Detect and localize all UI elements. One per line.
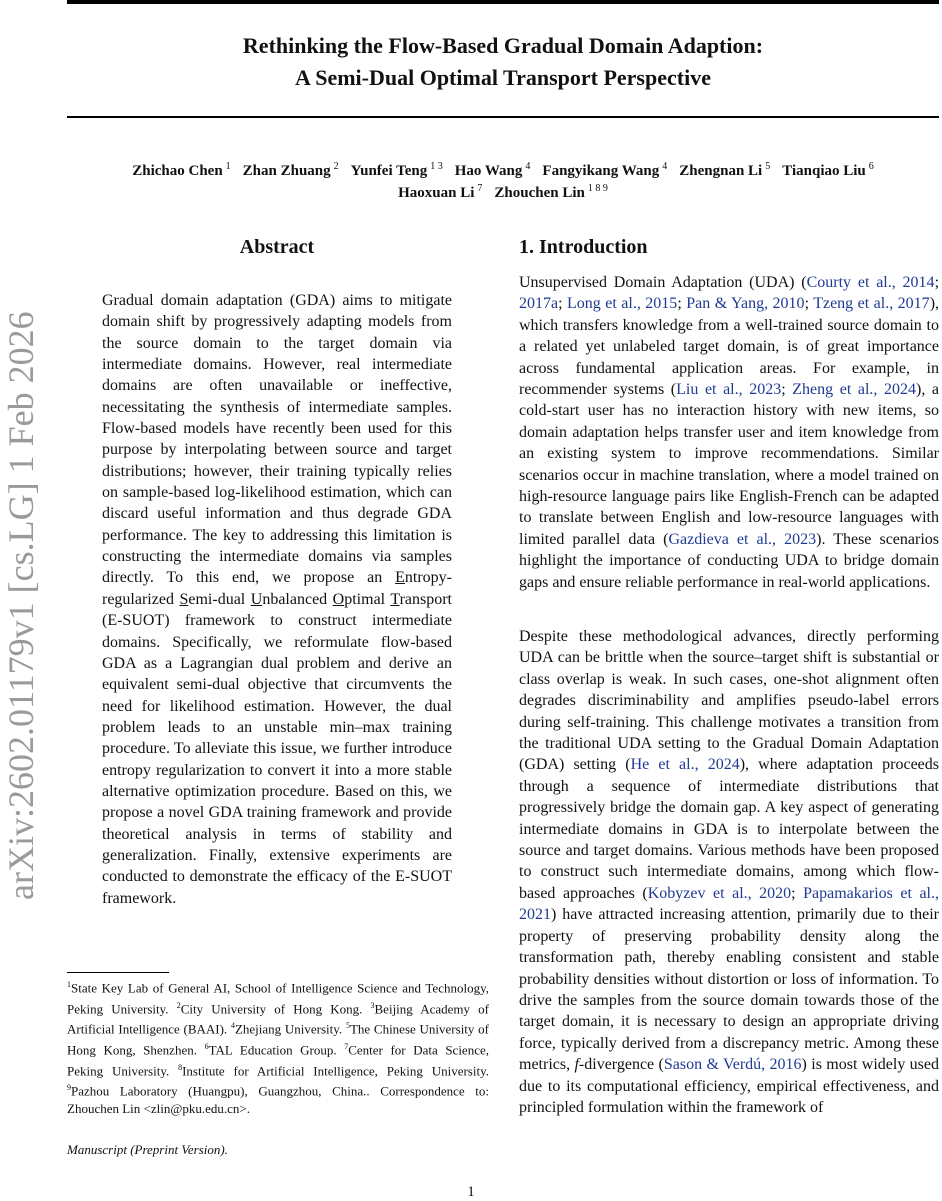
author-name: Zhouchen Lin $^{1 8 9}$ bbox=[494, 183, 608, 201]
paragraph-text: ) is most widely used due to its computational efficiency, empirical effectiveness, and principled formulation within the framework of bbox=[519, 1056, 940, 1116]
paragraph-text: ; bbox=[558, 295, 568, 313]
author-name: Yunfei Teng $^{1 3}$ bbox=[350, 161, 443, 179]
author-affiliation-marker: 1 3 bbox=[430, 161, 443, 172]
author-list-line-2 bbox=[60, 178, 942, 204]
paragraph-text: ; bbox=[781, 381, 793, 399]
citation-link[interactable]: Tzeng et al., 2017 bbox=[813, 295, 930, 313]
paragraph-text: ; bbox=[791, 884, 804, 902]
abstract-heading: Abstract bbox=[239, 236, 315, 258]
author-name: Zhan Zhuang $^2$ bbox=[242, 161, 339, 179]
author-name: Tianqiao Liu $^6$ bbox=[782, 161, 874, 179]
paragraph-text: ; bbox=[804, 295, 814, 313]
arxiv-identifier[interactable]: arXiv:2602.01179v1 [cs.LG] 1 Feb 2026 bbox=[1, 311, 41, 900]
paragraph-text: ), a cold-start user has no interaction history with new items, so domain adaptation helps transfer user and item knowledge from an existing system to improve recommendations. Similar scenarios occur in machine translation, where a model trained on high-resource language pairs like English-French can be adapted to translate between English and low-resource languages with limited parallel data ( bbox=[519, 381, 940, 548]
paragraph-text: Despite these methodological advances, directly performing UDA can be brittle when the source–target shift is substantial or class overlap is weak. In such cases, one-shot alignment often degrades discriminability and amplifies pseudo-label errors during self-training. This challenge motivates a transition from the traditional UDA setting to the Gradual Domain Adaptation (GDA) setting ( bbox=[519, 628, 939, 774]
author-name: Haoxuan Li $^7$ bbox=[398, 183, 483, 201]
intro-paragraph-1 bbox=[519, 272, 939, 593]
citation-link[interactable]: Kobyzev et al., 2020 bbox=[647, 884, 792, 902]
paragraph-text: ). These scenarios highlight the importance of conducting UDA to bridge domain gaps and ensure reliable performance in real-world applications. bbox=[519, 530, 939, 591]
citation-link[interactable]: Papamakarios et al., 2021 bbox=[519, 884, 939, 924]
author-name: Fangyikang Wang $^4$ bbox=[542, 161, 668, 179]
author-affiliation-marker: 4 bbox=[525, 161, 531, 172]
paper-title-line-2: A Semi-Dual Optimal Transport Perspective bbox=[295, 65, 711, 90]
author-affiliation-marker: 2 bbox=[333, 161, 339, 172]
paragraph-text: ), where adaptation proceeds through a sequence of intermediate distributions that progressively bridge the domain gap. A key aspect of generating intermediate domains in GDA is to interpolate between the source and target domains. Various methods have been proposed to construct such intermediate domains, among which flow-based approaches ( bbox=[519, 756, 940, 902]
author-affiliation-marker: 7 bbox=[477, 183, 483, 194]
intro-paragraph-2 bbox=[519, 626, 939, 1118]
page-number: 1 bbox=[467, 1184, 475, 1200]
citation-link[interactable]: Liu et al., 2023 bbox=[676, 381, 782, 399]
author-affiliation-marker: 6 bbox=[868, 161, 874, 172]
paragraph-text: -divergence ( bbox=[578, 1056, 664, 1074]
author-affiliation-marker: 4 bbox=[662, 161, 668, 172]
citation-link[interactable]: He et al., 2024 bbox=[630, 756, 740, 774]
citation-link[interactable]: Courty et al., 2014 bbox=[806, 274, 935, 291]
manuscript-note: Manuscript (Preprint Version). bbox=[67, 1142, 228, 1157]
citation-link[interactable]: Zheng et al., 2024 bbox=[792, 381, 916, 399]
citation-link[interactable]: Pan & Yang, 2010 bbox=[686, 295, 805, 313]
affiliations-footnote: $^1$State Key Lab of General AI, School of Intelligence Science and Technology, Peking University. $^2$City University of Hong Kong. $^3$Beijing Academy of Artificial Intelligence (BAAI). $^4$Zhejiang University. $^5$The Chinese University of Hong Kong, Shenzhen. $^6$TAL Education Group. $^7$Center for Data Science, Peking University. $^8$Institute for Artificial Intelligence, Peking University. $^9$Pazhou Laboratory (Huangpu), Guangzhou, China.. Correspondence to: Zhouchen Lin <zlin@pku.edu.cn>. bbox=[67, 980, 489, 1116]
paragraph-text: ) have attracted increasing attention, primarily due to their property of preserving probability density along the transformation path, thereby enabling consistent and stable probability densities without distortion or loss of information. To drive the samples from the source domain towards those of the target domain, it is necessary to design an appropriate driving force, typically derived from a discrepancy metric. Among these metrics, bbox=[519, 906, 939, 1074]
citation-link[interactable]: Gazdieva et al., 2023 bbox=[668, 530, 817, 548]
paragraph-text: ; bbox=[677, 295, 687, 313]
title-rule-bottom bbox=[67, 116, 939, 118]
paper-title-line-1: Rethinking the Flow-Based Gradual Domain Adaption: bbox=[242, 33, 764, 58]
paragraph-text: ), which transfers knowledge from a well-trained source domain to a related yet unlabeled target domain, is of great importance across fundamental application areas. For example, in recommender systems ( bbox=[519, 295, 940, 399]
paragraph-text: ; bbox=[934, 274, 940, 291]
introduction-heading: 1. Introduction bbox=[519, 236, 648, 258]
abstract-text: Gradual domain adaptation (GDA) aims to mitigate domain shift by progressively adapting models from the source domain to the target domain via intermediate domains. However, real intermediate domains are often unavailable or ineffective, necessitating the synthesis of intermediate samples. Flow-based models have recently been used for this purpose by interpolating between source and target distributions; however, their training typically relies on sample-based log-likelihood estimation, which can discard useful information and thus degrade GDA performance. The key to addressing this limitation is constructing the intermediate domains via samples directly. To this end, we propose an Entropy-regularized Semi-dual Unbalanced Optimal Transport (E-SUOT) framework to construct intermediate domains. Specifically, we reformulate flow-based GDA as a Lagrangian dual problem and derive an equivalent semi-dual objective that circumvents the need for likelihood estimation. However, the dual problem leads to an unstable min–max training procedure. To alleviate this issue, we further introduce entropy regularization to convert it into a more stable alternative optimization procedure. Based on this, we propose a novel GDA training framework and provide theoretical analysis in terms of stability and generalization. Finally, extensive experiments are conducted to demonstrate the efficacy of the E-SUOT framework. bbox=[102, 292, 452, 907]
author-name: Zhengnan Li $^5$ bbox=[679, 161, 771, 179]
title-rule-top bbox=[67, 0, 939, 4]
footnote-divider bbox=[67, 972, 169, 973]
author-affiliation-marker: 5 bbox=[765, 161, 771, 172]
author-name: Hao Wang $^4$ bbox=[454, 161, 531, 179]
author-affiliation-marker: 1 bbox=[225, 161, 231, 172]
author-affiliation-marker: 1 8 9 bbox=[587, 183, 608, 194]
citation-link[interactable]: 2017a bbox=[519, 295, 559, 313]
citation-link[interactable]: Long et al., 2015 bbox=[567, 295, 678, 313]
paragraph-text: Unsupervised Domain Adaptation (UDA) ( bbox=[519, 274, 807, 291]
paragraph-text: f bbox=[574, 1056, 579, 1074]
author-name: Zhichao Chen $^1$ bbox=[132, 161, 231, 179]
citation-link[interactable]: Sason & Verdú, 2016 bbox=[663, 1056, 802, 1074]
